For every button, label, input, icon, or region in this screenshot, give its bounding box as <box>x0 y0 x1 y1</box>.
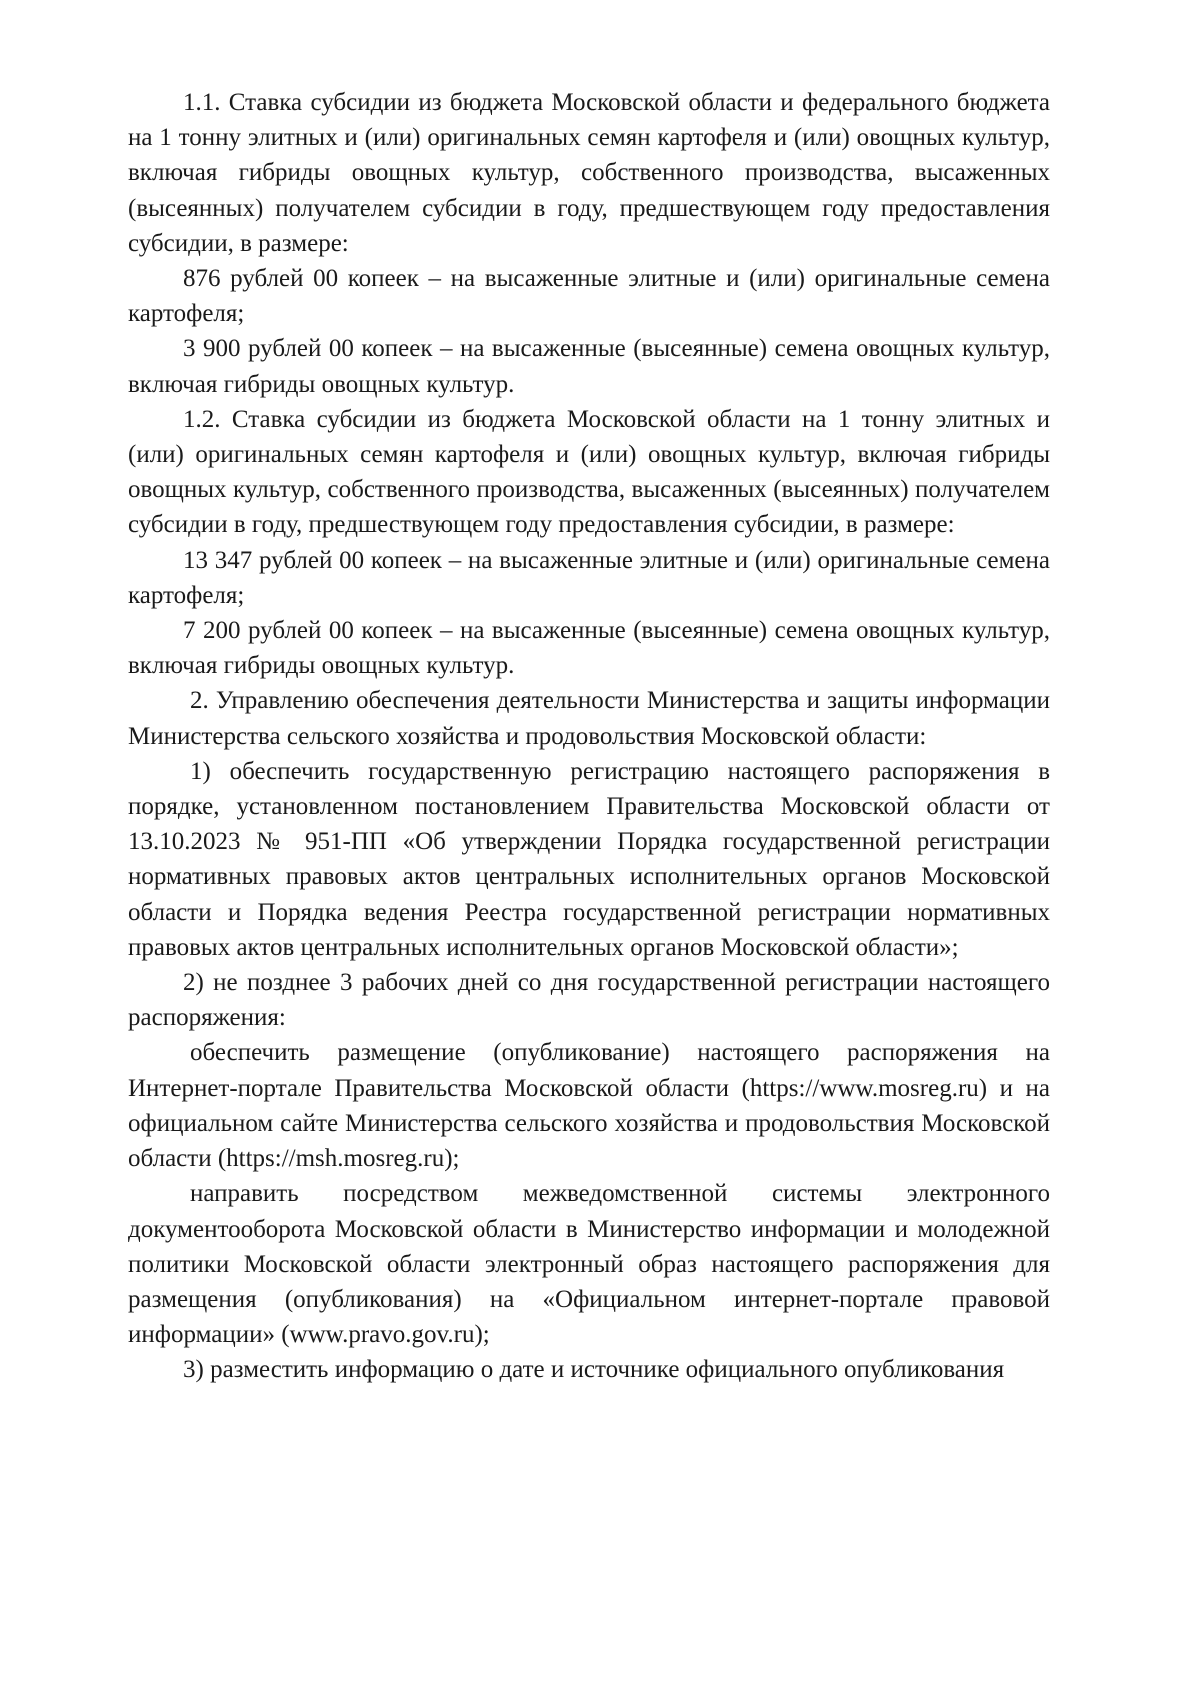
paragraph-1-1-rate-regional-federal: 1.1. Ставка субсидии из бюджета Московской области и федерального бюджета на 1 тонну элитных и (или) оригинальных семян картофеля и (или) овощных культур, включая гибриды овощных культур, собственного производства, высаженных (высеянных) получателем субсидии в году, предшествующем году предоставления субсидии, в размере: <box>128 89 1050 257</box>
paragraph-rate-vegetables-7200: 7 200 рублей 00 копеек – на высаженные (высеянные) семена овощных культур, включая гибриды овощных культур. <box>128 617 1050 680</box>
paragraph-item-2-deadline: 2) не позднее 3 рабочих дней со дня государственной регистрации настоящего распоряжения: <box>128 969 1050 1032</box>
paragraph-1-2-rate-regional: 1.2. Ставка субсидии из бюджета Московской области на 1 тонну элитных и (или) оригинальных семян картофеля и (или) овощных культур, включая гибриды овощных культур, собственного производства, высаженных (высеянных) получателем субсидии в году, предшествующем году предоставления субсидии, в размере: <box>128 405 1050 539</box>
paragraph-item-1-registration: 1) обеспечить государственную регистрацию настоящего распоряжения в порядке, установленном постановлением Правительства Московской области от 13.10.2023 № 951-ПП «Об утверждении Порядка государственной регистрации нормативных правовых актов центральных исполнительных органов Московской области и Порядка ведения Реестра государственной регистрации нормативных правовых актов центральных исполнительных органов Московской области»; <box>128 757 1050 961</box>
document-page <box>128 85 1050 1388</box>
paragraph-rate-potato-876: 876 рублей 00 копеек – на высаженные элитные и (или) оригинальные семена картофеля; <box>128 265 1050 328</box>
paragraph-rate-potato-13347: 13 347 рублей 00 копеек – на высаженные элитные и (или) оригинальные семена картофеля; <box>128 546 1050 609</box>
paragraph-rate-vegetables-3900: 3 900 рублей 00 копеек – на высаженные (высеянные) семена овощных культур, включая гибриды овощных культур. <box>128 335 1050 398</box>
paragraph-item-3-publication-info: 3) разместить информацию о дате и источнике официального опубликования <box>183 1356 1005 1384</box>
paragraph-publish-websites: обеспечить размещение (опубликование) настоящего распоряжения на Интернет-портале Правительства Московской области (https://www.mosreg.ru) и на официальном сайте Министерства сельского хозяйства и продовольствия Московской области (https://msh.mosreg.ru); <box>128 1039 1050 1173</box>
paragraph-2-directorate: 2. Управлению обеспечения деятельности Министерства и защиты информации Министерства сельского хозяйства и продовольствия Московской области: <box>128 687 1050 750</box>
paragraph-send-electronic-copy: направить посредством межведомственной системы электронного документооборота Московской области в Министерство информации и молодежной политики Московской области электронный образ настоящего распоряжения для размещения (опубликования) на «Официальном интернет-портале правовой информации» (www.pravo.gov.ru); <box>128 1180 1050 1349</box>
